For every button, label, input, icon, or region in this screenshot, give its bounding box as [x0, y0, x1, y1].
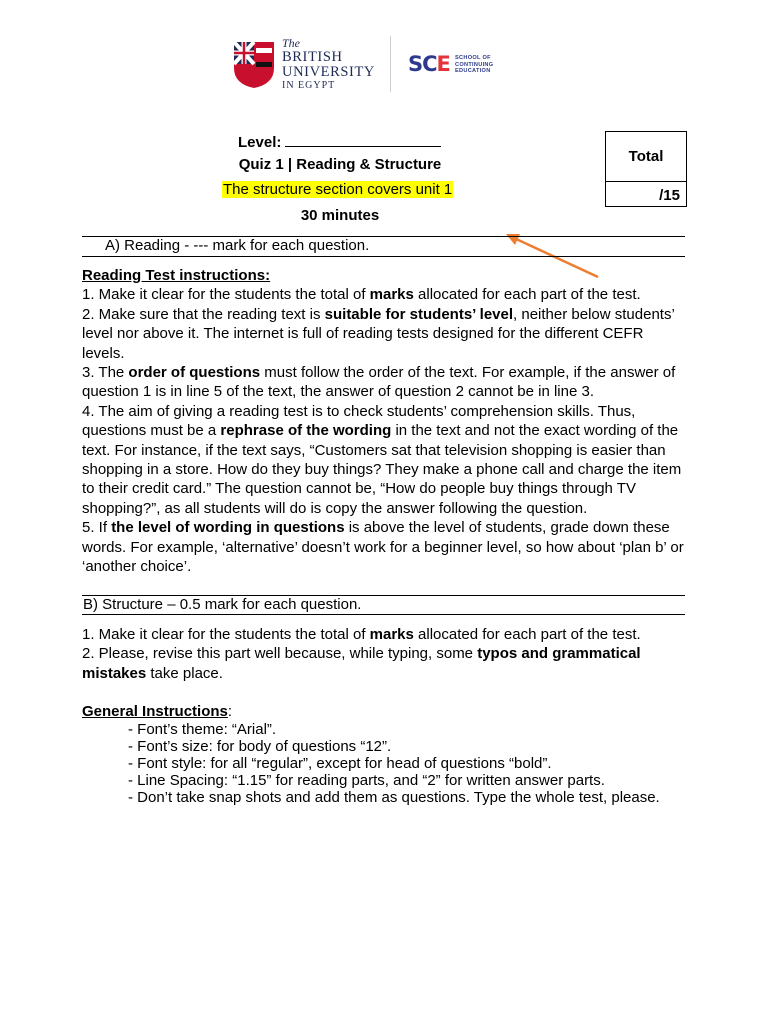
reading-instruction-1: 1. Make it clear for the students the total of marks allocated for each part of the test. [82, 286, 641, 304]
unit-note-highlight: The structure section covers unit 1 [223, 181, 453, 198]
bue-logo [230, 36, 380, 92]
structure-instructions [82, 625, 688, 683]
list-item: - Don’t take snap shots and add them as questions. Type the whole test, please. [128, 789, 660, 807]
list-item: - Font’s theme: “Arial”. [128, 721, 277, 739]
structure-instruction-2: 2. Please, revise this part well because, while typing, some typos and grammatical mistakes take place. [82, 645, 641, 682]
quiz-duration: 30 minutes [300, 207, 380, 224]
logo-divider [390, 36, 391, 92]
reading-instructions-heading: Reading Test instructions: [82, 267, 271, 284]
total-score: /15 [659, 187, 680, 204]
bue-logo-in-egypt: IN EGYPT [282, 80, 336, 91]
list-item: - Line Spacing: “1.15” for reading parts, and “2” for written answer parts. [128, 772, 605, 790]
bue-logo-the: The [282, 36, 300, 50]
structure-instruction-1: 1. Make it clear for the students the total of marks allocated for each part of the test. [82, 626, 641, 643]
reading-instruction-2: 2. Make sure that the reading text is suitable for students’ level, neither below students’ level nor above it. The internet is full of reading tests designed for the different CEFR levels. [82, 305, 675, 362]
reading-instruction-5: 5. If the level of wording in questions is above the level of students, grade down these words. For example, ‘alternative’ doesn’t work for a beginner level, so how about ‘plan b’ or ‘another choice’. [82, 519, 684, 576]
general-instructions-list [82, 721, 688, 806]
list-item: - Font style: for all “regular”, except for head of questions “bold”. [128, 755, 552, 773]
level-blank-line[interactable] [285, 132, 441, 147]
general-instructions [82, 702, 688, 806]
bue-crest-icon [230, 38, 278, 90]
sce-logo-text: SCHOOL OF CONTINUING EDUCATION [455, 55, 494, 75]
bue-logo-university: UNIVERSITY [282, 63, 375, 80]
total-label: Total [628, 148, 664, 165]
total-score-box [605, 131, 687, 207]
total-divider [606, 181, 686, 182]
list-item: - Font’s size: for body of questions “12”. [128, 738, 392, 756]
level-field [238, 132, 441, 151]
general-instructions-heading-row: General Instructions: [82, 703, 233, 720]
sce-mark: SCE [408, 52, 450, 76]
reading-instruction-3: 3. The order of questions must follow the order of the text. For example, if the answer of question 1 is in line 5 of the text, the answer of question 2 cannot be in line 3. [82, 364, 676, 401]
level-label: Level: [238, 134, 282, 151]
general-instructions-heading: General Instructions [82, 703, 228, 720]
reading-instruction-4: 4. The aim of giving a reading test is to check students’ comprehension skills. Thus, questions must be a rephrase of the wording in the text and not the exact wording of the text. For instance, if the text says, “Customers sat that television shopping is easier than shopping in a store. How do they buy things? They make a phone call and charge the item to their credit card.” The question cannot be, “How do people buy things through TV shopping?”, as all students will do is copy the answer following the question. [82, 402, 682, 517]
section-b-title: B) Structure – 0.5 mark for each question. [82, 595, 685, 615]
section-a-title: A) Reading - --- mark for each question. [82, 236, 685, 257]
reading-instructions [82, 266, 688, 577]
sce-logo [408, 52, 508, 78]
quiz-title: Quiz 1 | Reading & Structure [238, 156, 442, 173]
bue-logo-british: BRITISH [282, 49, 343, 65]
